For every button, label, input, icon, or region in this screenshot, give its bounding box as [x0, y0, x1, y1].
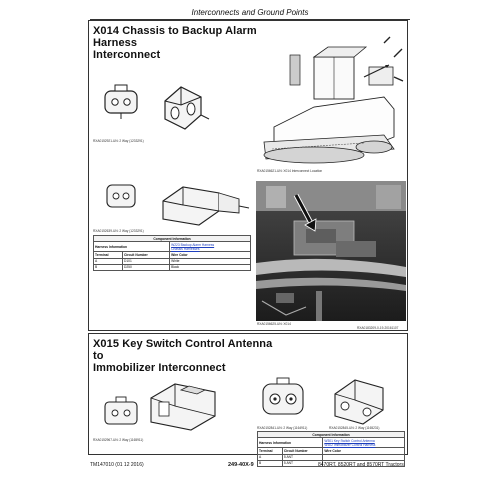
table-row — [94, 264, 251, 270]
col-header-circuit: Circuit Number — [122, 252, 169, 258]
harness-link[interactable]: W301 Key Switch Control Antenna — [324, 438, 375, 443]
cell-terminal: A — [258, 454, 283, 460]
cell-circuit: D250 — [122, 264, 169, 270]
harness-info-label: Harness Information — [258, 438, 323, 448]
cell-wire: White — [170, 258, 251, 264]
cell-circuit: D101 — [122, 258, 169, 264]
footer-document-code: TM147010 (01 12 2016) — [90, 462, 144, 468]
x014-connector-side-view — [157, 71, 212, 141]
x014-caption-photo-right: RXA0183209-0-19-20161107 — [357, 326, 399, 330]
x015-connector-front-view — [101, 394, 141, 432]
cell-terminal: B — [258, 460, 283, 466]
x014-caption-location: RXA0156621-UN: X014 Interconnect Location — [257, 169, 323, 173]
col-header-circuit: Circuit Number — [282, 448, 322, 454]
col-header-terminal: Terminal — [94, 252, 123, 258]
footer-model-list: 8470RT, 8520RT and 8570RT Tractors — [318, 462, 404, 468]
x015-title-line2: Immobilizer Interconnect — [93, 362, 226, 374]
footer-page-number: 249-40X-9 — [228, 462, 254, 468]
x014-caption-front: RXA0152921-UN: 2 Way (1233291) — [93, 139, 144, 143]
table-section-header: Component Information — [94, 236, 251, 242]
x014-title — [93, 25, 263, 61]
x014-panel — [88, 20, 408, 331]
x014-caption-harness: RXA0152639-UN: 2 Way (1233291) — [93, 229, 144, 233]
x015-caption-right: RXA0152845-UN: 2 Way (1165231) — [329, 426, 380, 430]
col-header-wire: Wire Color — [323, 448, 405, 454]
tractor-location-illustration — [254, 37, 404, 183]
x014-title-line2: Interconnect — [93, 49, 161, 61]
x015-connector-mating-face — [257, 374, 309, 424]
table-section-header: Component Information — [258, 432, 405, 438]
harness-link[interactable]: W302 Immobilizer Control Harness — [324, 442, 376, 447]
cell-terminal: B — [94, 264, 123, 270]
col-header-wire: Wire Color — [170, 252, 251, 258]
col-header-terminal: Terminal — [258, 448, 283, 454]
x014-location-photo — [256, 181, 406, 321]
x015-caption-front: RXA0152967-UN: 2 Way (1165911) — [93, 438, 144, 442]
x015-title-line1: X015 Key Switch Control Antenna to — [93, 338, 273, 362]
cell-circuit: 5 ANT — [282, 460, 322, 466]
x015-connector-side-view — [145, 372, 225, 437]
x014-component-table — [93, 235, 251, 271]
cell-terminal: A — [94, 258, 123, 264]
x015-connector-angled-view — [325, 370, 395, 430]
harness-links — [323, 438, 405, 448]
cell-wire: Black — [170, 264, 251, 270]
harness-links — [170, 242, 251, 252]
harness-info-label: Harness Information — [94, 242, 170, 252]
harness-link[interactable]: Chassis Harnesses — [171, 246, 200, 251]
x014-caption-photo: RXA0156625-UN: X014 — [257, 322, 291, 326]
x015-title — [93, 338, 273, 374]
harness-link[interactable]: W223 Backup Alarm Harness — [171, 242, 215, 247]
x014-connector-front-view — [101, 73, 141, 143]
page-header: Interconnects and Ground Points — [90, 8, 410, 20]
x015-caption-mid: RXA0152841-UN: 2 Way (1164911) — [257, 426, 308, 430]
x014-title-line1: X014 Chassis to Backup Alarm Harness — [93, 25, 257, 49]
cell-circuit: 5 ANT — [282, 454, 322, 460]
